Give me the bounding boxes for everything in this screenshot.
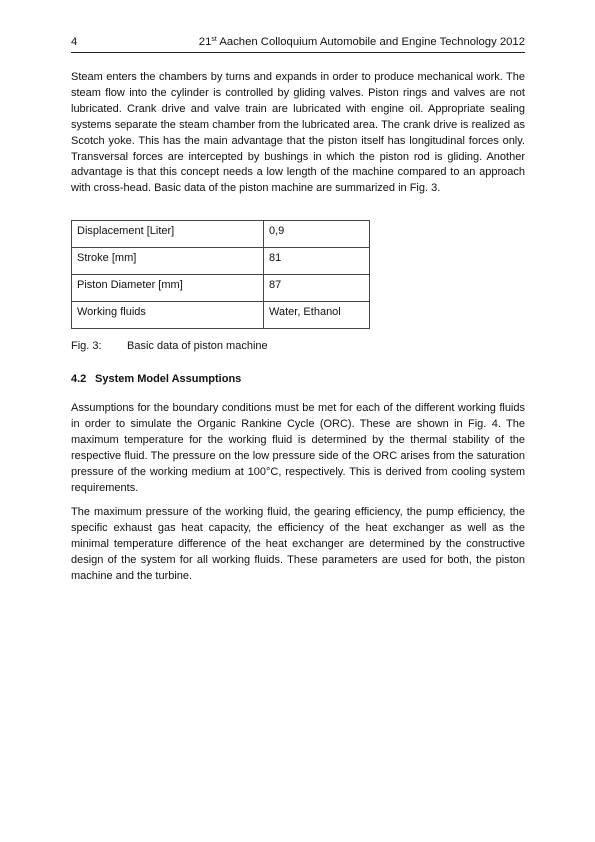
body-paragraph: The maximum pressure of the working fluid, the gearing efficiency, the pump efficiency, the specific exhaust gas heat capacity, the efficiency of the heat exchanger as well as the minimal temperature difference of the heat exchanger are determined by the constructive design of the system for all working fluids. These parameters are used for both, the piston machine and the turbine. (71, 506, 525, 582)
section-number: 4.2 (71, 373, 87, 385)
table-cell: 87 (264, 275, 370, 302)
table-row (72, 221, 370, 248)
table-row (72, 302, 370, 329)
table-cell: 81 (264, 248, 370, 275)
table-row (72, 275, 370, 302)
table-cell: Water, Ethanol (264, 302, 370, 329)
running-header (71, 36, 525, 53)
table-cell: 0,9 (264, 221, 370, 248)
figure-caption (71, 340, 268, 352)
running-title (199, 36, 525, 48)
table-cell: Working fluids (72, 302, 264, 329)
table-row (72, 248, 370, 275)
body-paragraph: Steam enters the chambers by turns and expands in order to produce mechanical work. The steam flow into the cylinder is controlled by gliding valves. Piston rings and valves are not lubricated. Crank drive and valve train are lubricated with engine oil. Appropriate sealing systems separate the steam chamber from the lubricated area. The crank drive is realized as Scotch yoke. This has the main advantage that the piston itself has longitudinal forces only. Transversal forces are intercepted by bushings in which the piston rod is gliding. Another advantage is that this concept needs a low length of the machine compared to an approach with cross-head. Basic data of the piston machine are summarized in Fig. 3. (71, 71, 525, 195)
page-number: 4 (71, 36, 78, 48)
title-text: Aachen Colloquium Automobile and Engine Technology 2012 (216, 36, 525, 48)
caption-label: Fig. 3: (71, 340, 102, 352)
body-paragraph: Assumptions for the boundary conditions must be met for each of the different working fluids in order to simulate the Organic Rankine Cycle (ORC). These are shown in Fig. 4. The maximum temperature for the working fluid is determined by the thermal stability of the respective fluid. The pressure on the low pressure side of the ORC arises from the saturation pressure of the working medium at 100°C, respectively. This is derived from cooling system requirements. (71, 402, 525, 494)
piston-data-table (71, 220, 370, 329)
caption-text: Basic data of piston machine (127, 340, 268, 352)
title-ordinal-suffix: st (211, 36, 217, 43)
section-heading (71, 373, 241, 385)
table-cell: Stroke [mm] (72, 248, 264, 275)
title-ordinal: 21 (198, 36, 212, 48)
table-cell: Piston Diameter [mm] (72, 275, 264, 302)
table-cell: Displacement [Liter] (72, 221, 264, 248)
section-title: System Model Assumptions (95, 373, 242, 385)
